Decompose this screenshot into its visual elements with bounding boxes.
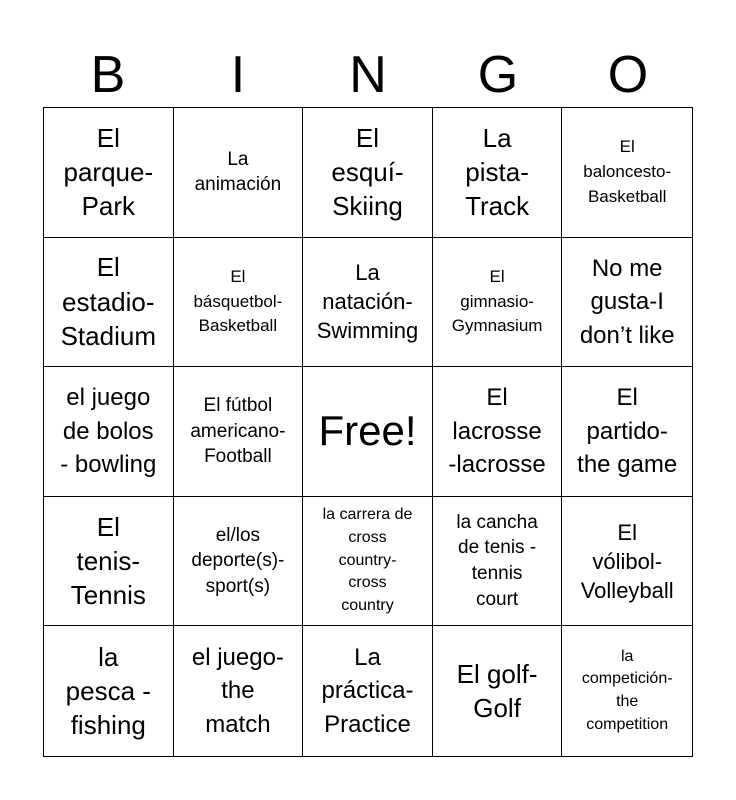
cell-text: El esquí- Skiing [331, 122, 404, 222]
bingo-header [43, 44, 693, 106]
header-letter-n: N [349, 46, 387, 104]
cell-text: El baloncesto- Basketball [583, 137, 672, 206]
bingo-cell[interactable] [174, 626, 304, 756]
cell-text: El tenis- Tennis [70, 511, 146, 611]
cell-text: El estadio- Stadium [60, 252, 156, 352]
header-letter-b: B [90, 46, 126, 104]
bingo-board [43, 107, 693, 757]
bingo-cell-free[interactable] [303, 367, 433, 497]
bingo-cell[interactable] [174, 238, 304, 368]
bingo-cell[interactable] [433, 626, 563, 756]
cell-text: El gimnasio- Gymnasium [451, 266, 543, 336]
cell-text: La pista- Track [465, 122, 530, 222]
bingo-cell[interactable] [433, 497, 563, 627]
bingo-cell[interactable] [562, 108, 692, 238]
cell-text: la competición- the competition [581, 647, 673, 733]
cell-text: La animación [194, 148, 282, 196]
cell-text: el/los deporte(s)- sport(s) [191, 524, 285, 597]
cell-text: No me gusta-I don’t like [579, 254, 675, 349]
bingo-cell[interactable] [433, 238, 563, 368]
header-letter-g: G [477, 46, 519, 104]
bingo-cell[interactable] [303, 108, 433, 238]
cell-text: la pesca - fishing [65, 641, 151, 741]
bingo-cell[interactable] [562, 367, 692, 497]
cell-text: el juego de bolos - bowling [60, 384, 157, 479]
cell-text: la carrera de cross country- cross country [322, 506, 413, 615]
cell-text: La práctica- Practice [321, 643, 414, 738]
bingo-cell[interactable] [174, 108, 304, 238]
cell-text: El vólibol- Volleyball [580, 519, 674, 603]
cell-text: la cancha de tenis - tennis court [456, 511, 538, 610]
free-space-text: Free! [318, 407, 417, 455]
bingo-cell[interactable] [44, 367, 174, 497]
bingo-cell[interactable] [44, 108, 174, 238]
bingo-cell[interactable] [562, 238, 692, 368]
bingo-cell[interactable] [44, 497, 174, 627]
bingo-cell[interactable] [433, 108, 563, 238]
bingo-cell[interactable] [44, 238, 174, 368]
cell-text: La natación- Swimming [316, 260, 419, 344]
cell-text: El lacrosse -lacrosse [448, 384, 546, 479]
cell-text: El partido- the game [577, 384, 678, 479]
cell-text: El básquetbol- Basketball [193, 266, 283, 336]
cell-text: el juego- the match [191, 643, 284, 738]
bingo-cell[interactable] [562, 497, 692, 627]
bingo-cell[interactable] [174, 497, 304, 627]
bingo-cell[interactable] [303, 497, 433, 627]
cell-text: El fútbol americano- Football [190, 395, 286, 468]
bingo-cell[interactable] [303, 238, 433, 368]
bingo-cell[interactable] [562, 626, 692, 756]
bingo-cell[interactable] [174, 367, 304, 497]
bingo-cell[interactable] [44, 626, 174, 756]
cell-text: El golf- Golf [456, 658, 538, 724]
bingo-cell[interactable] [303, 626, 433, 756]
header-letter-o: O [607, 46, 649, 104]
bingo-cell[interactable] [433, 367, 563, 497]
header-letter-i: I [230, 46, 246, 104]
cell-text: El parque- Park [63, 122, 154, 222]
